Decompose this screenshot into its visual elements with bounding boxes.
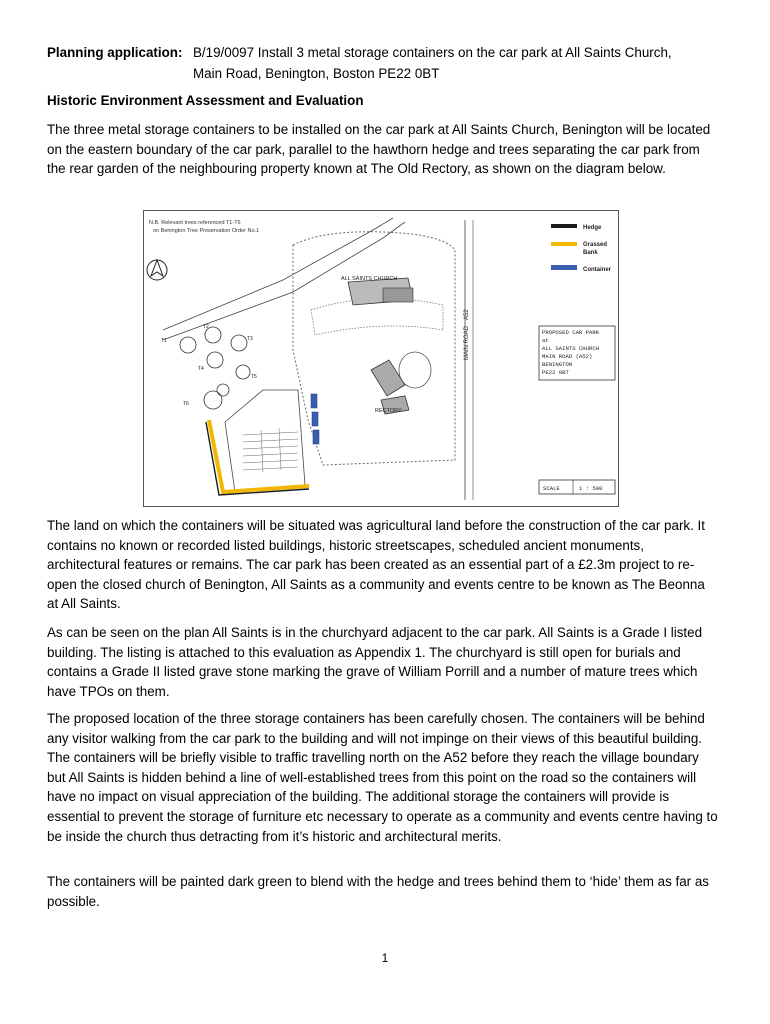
paragraph-location: The three metal storage containers to be installed on the car park at All Saints Church, Benington will be located on the eastern boundary of the car park, parallel to the hawthorn hedge and trees separating the car park from the rear garden of the neighbouring property known at The Old Rectory, as shown on the diagram below.	[47, 122, 711, 177]
scale-label: SCALE	[543, 485, 560, 492]
legend-grassed: Grassed	[583, 242, 608, 248]
road-code: A52	[464, 309, 470, 320]
rectory-label: RECTORY	[375, 408, 402, 414]
container-1	[311, 394, 317, 408]
tree-t1: T1	[161, 338, 167, 344]
legend-bank: Bank	[583, 250, 598, 256]
legend-container: Container	[583, 267, 612, 273]
tree-t3: T3	[247, 336, 253, 342]
church-label: ALL SAINTS CHURCH	[341, 276, 398, 282]
paragraph-paint: The containers will be painted dark green to blend with the hedge and trees behind them to ‘hide’ them as far as possible.	[47, 874, 710, 909]
paragraph-location-choice: The proposed location of the three storage containers has been carefully chosen. The containers will be behind any visitor walking from the car park to the building and will not impinge on their views of this beautiful building. The containers will be briefly visible to traffic travelling north on the A52 before they reach the village boundary but All Saints is hidden behind a line of well-established trees from this point on the road so the containers will have no impact on visual appreciation of the building. The additional storage the containers will provide is essential to prevent the storage of furniture etc necessary to operate as a community and events centre having to be inside the church thus detracting from it’s historic and architectural merits.	[47, 711, 718, 844]
plan-title-block	[539, 326, 615, 380]
paragraph-listed-building: As can be seen on the plan All Saints is in the churchyard adjacent to the car park. All Saints is a Grade I listed building. The listing is attached to this evaluation as Appendix 1. The churchyard is still open for burials and contains a Grade II listed grave stone marking the grave of William Porrill and a number of mature trees which have TPOs on them.	[47, 625, 703, 699]
title-block-line-5: BENINGTON	[542, 361, 573, 368]
scale-value: 1 : 500	[579, 485, 603, 492]
tree-t6: T6	[183, 401, 189, 407]
legend-hedge: Hedge	[583, 225, 602, 231]
section-heading: Historic Environment Assessment and Evaluation	[47, 93, 364, 108]
road-label: MAIN ROAD	[464, 325, 470, 360]
planning-application-line-1: B/19/0097 Install 3 metal storage containers on the car park at All Saints Church,	[193, 45, 672, 60]
title-block-line-3: ALL SAINTS CHURCH	[542, 345, 600, 352]
planning-application-reference	[193, 42, 733, 84]
container-2	[312, 412, 318, 426]
plan-note-1: N.B. Relevant trees referenced T1-T6	[149, 220, 241, 226]
tree-t5: T5	[251, 374, 257, 380]
planning-application-label: Planning application:	[47, 45, 183, 60]
title-block-line-4: MAIN ROAD (A52)	[542, 353, 593, 360]
paragraph-land-history: The land on which the containers will be situated was agricultural land before the construction of the car park. It contains no known or recorded listed buildings, historic streetscapes, scheduled ancient monuments, architectural features or remains. The car park has been created as an essential part of a £2.3m project to re-open the closed church of Benington, All Saints as a community and events centre to be known as The Beonna at All Saints.	[47, 518, 705, 612]
container-3	[313, 430, 319, 444]
scale-block	[539, 480, 615, 494]
title-block-line-1: PROPOSED CAR PARK	[542, 329, 600, 336]
tree-t2: T2	[203, 324, 209, 330]
title-block-line-2: at	[542, 337, 549, 344]
tree-t4: T4	[198, 366, 204, 372]
title-block-line-6: PE22 0BT	[542, 369, 569, 376]
site-plan-diagram	[143, 210, 619, 507]
plan-note-2: on Benington Tree Preservation Order No.1	[153, 228, 260, 234]
planning-application-line-2: Main Road, Benington, Boston PE22 0BT	[193, 66, 440, 81]
church-building	[348, 278, 413, 305]
page-number: 1	[381, 951, 389, 965]
